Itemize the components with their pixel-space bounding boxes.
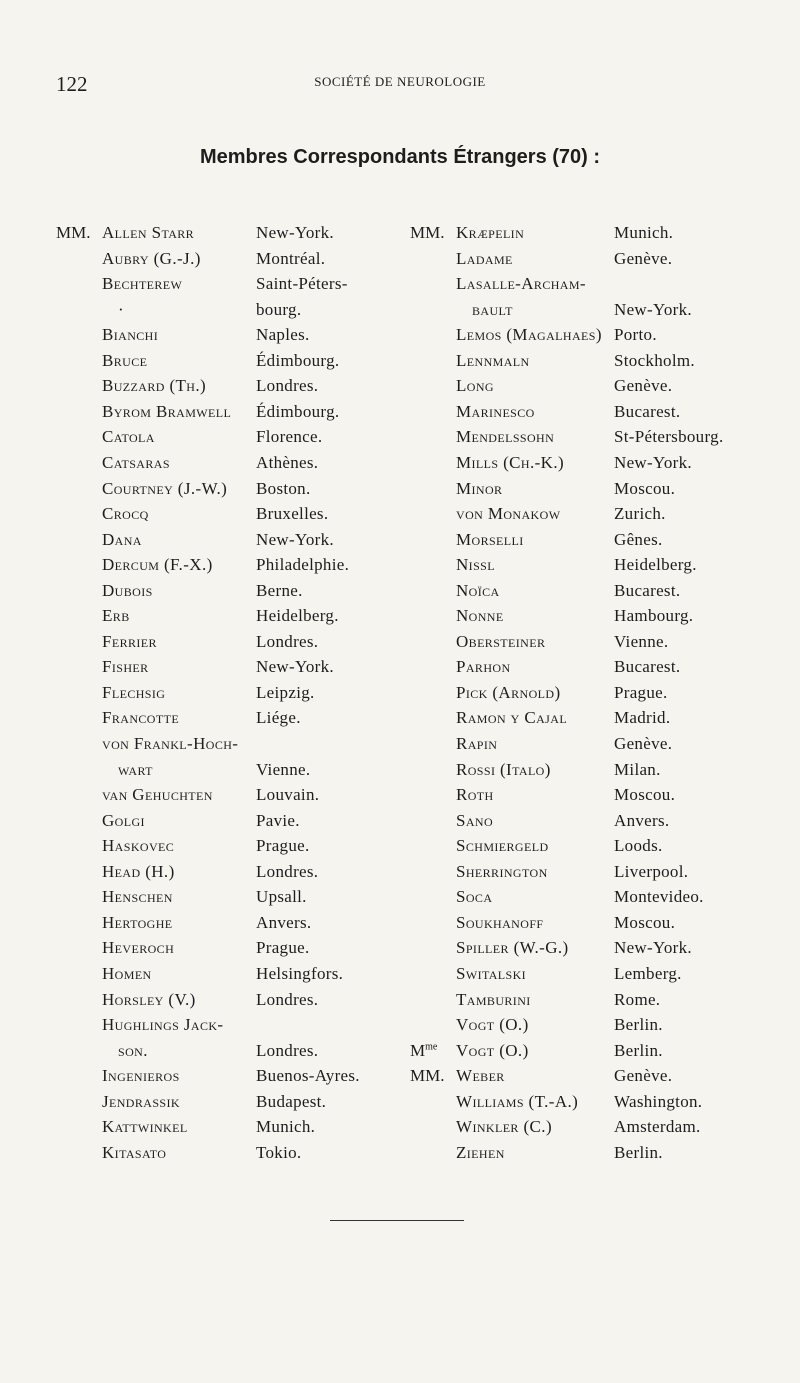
member-entry [0,220,800,246]
member-city: Philadelphie. [256,555,350,575]
member-name: Switalski [456,963,527,983]
member-name: Horsley (V.) [102,989,196,1009]
member-name: Soukhanoff [456,912,544,932]
member-city: Liverpool. [614,861,689,881]
member-city: Vienne. [614,631,669,651]
member-name: wart [118,759,153,779]
member-entry [0,527,800,553]
member-name: Nonne [456,606,504,626]
member-name: Bianchi [102,325,159,345]
member-name: Francotte [102,708,180,728]
member-name: Rossi (Italo) [456,759,551,779]
member-name: Heveroch [102,938,175,958]
member-city: Boston. [256,478,311,498]
member-entry [0,297,800,323]
member-name: Winkler (C.) [456,1117,552,1137]
member-name: Dercum (F.-X.) [102,555,213,575]
member-entry [0,1038,800,1064]
member-name: Homen [102,963,152,983]
member-city: Upsall. [256,887,307,907]
member-entry [0,552,800,578]
member-name: Aubry (G.-J.) [102,248,201,268]
member-name: · [118,299,125,319]
member-city: Moscou. [614,785,676,805]
member-entry [0,910,800,936]
member-city: Édimbourg. [256,401,340,421]
member-entry [0,373,800,399]
member-city: Gênes. [614,529,663,549]
member-name: Rapin [456,734,498,753]
member-name: Mendelssohn [456,427,555,447]
member-city: Vienne. [256,759,311,779]
member-city: Bucarest. [614,657,681,677]
member-name: Allen Starr [102,223,195,242]
page-number: 122 [56,72,88,96]
member-city: Saint-Péters- [256,274,348,294]
member-name: Flechsig [102,682,166,702]
member-name: Bechterew [102,274,183,294]
member-city: Stockholm. [614,350,695,370]
member-name: Byrom Bramwell [102,401,232,421]
member-entry [0,501,800,527]
member-city: Londres. [256,631,319,651]
member-city: Rome. [614,989,661,1009]
member-name: bault [472,299,513,319]
member-city: Tokio. [256,1142,302,1162]
member-name: Head (H.) [102,861,175,881]
member-city: Florence. [256,427,323,447]
member-name: Golgi [102,810,145,830]
member-prefix: MM. [410,1066,445,1086]
member-name: Soca [456,887,493,907]
member-name: Ladame [456,248,513,268]
member-entry [0,399,800,425]
member-prefix: $M^{me}$ [410,1040,438,1060]
member-city: Loods. [614,836,663,856]
member-name: Catsaras [102,452,170,472]
member-name: Kattwinkel [102,1117,188,1137]
member-prefix: MM. [56,223,91,242]
member-city: New-York. [614,299,692,319]
member-entry [0,1114,800,1140]
member-name: Long [456,376,494,396]
member-entry [0,808,800,834]
member-name: Bruce [102,350,148,370]
member-city: Genève. [614,376,673,396]
member-city: Budapest. [256,1091,327,1111]
member-city: Berlin. [614,1142,663,1162]
member-city: Bucarest. [614,580,681,600]
member-name: Minor [456,478,503,498]
member-name: Weber [456,1066,505,1086]
member-name: Dana [102,529,142,549]
member-city: Helsingfors. [256,963,344,983]
member-city: Prague. [614,682,668,702]
member-city: Athènes. [256,452,319,472]
member-city: Louvain. [256,785,320,805]
member-entry [0,1089,800,1115]
member-name: Ramon y Cajal [456,708,568,728]
member-city: Milan. [614,759,661,779]
member-city: Prague. [256,938,310,958]
member-city: Berlin. [614,1040,663,1060]
member-name: Nissl [456,555,495,575]
member-name: Hertoghe [102,912,173,932]
member-entry [0,603,800,629]
member-city: Amsterdam. [614,1117,701,1137]
running-head: SOCIÉTÉ DE NEUROLOGIE [314,74,486,89]
member-city: Londres. [256,376,319,396]
member-name: Lasalle-Archam- [456,274,586,294]
member-entry [0,271,800,297]
member-city: Bruxelles. [256,504,329,524]
member-city: Montréal. [256,248,326,268]
member-entry [0,246,800,272]
member-city: Édimbourg. [256,350,340,370]
member-city: Londres. [256,1040,319,1060]
closing-rule [330,1220,464,1221]
member-prefix-superscript: me [425,1040,438,1052]
member-name: Marinesco [456,401,535,421]
member-name: Tamburini [456,989,531,1009]
member-name: Sano [456,810,494,830]
member-city: Liége. [256,708,301,728]
member-city: Londres. [256,861,319,881]
member-name: Fisher [102,657,149,677]
member-name: Mills (Ch.-K.) [456,452,565,472]
member-entry [0,884,800,910]
member-entry [0,833,800,859]
member-entry [0,348,800,374]
member-city: Heidelberg. [256,606,339,626]
member-city: New-York. [256,657,334,677]
member-name: Ziehen [456,1142,505,1162]
member-name: Morselli [456,529,524,549]
member-name: van Gehuchten [102,785,213,805]
member-name: Vogt (O.) [456,1040,529,1060]
member-name: Courtney (J.-W.) [102,478,228,498]
member-city: Naples. [256,325,310,345]
member-name: Pick (Arnold) [456,682,561,702]
member-name: Ferrier [102,631,157,651]
member-name: Haskovec [102,836,175,856]
member-city: New-York. [256,529,334,549]
member-name: Henschen [102,887,173,907]
member-city: Montevideo. [614,887,704,907]
member-city: Prague. [256,836,310,856]
member-city: Genève. [614,1066,673,1086]
member-entry [0,731,800,757]
section-title: Membres Correspondants Étrangers (70) : [199,146,601,168]
member-entry [0,578,800,604]
member-name: Obersteiner [456,631,546,651]
member-entry [0,961,800,987]
member-entry [0,322,800,348]
member-name: Lennmaln [456,350,530,370]
member-city: Washington. [614,1091,703,1111]
member-city: Londres. [256,989,319,1009]
member-city: bourg. [256,299,302,319]
member-name: Parhon [456,657,511,677]
member-city: Genève. [614,248,673,268]
member-city: New-York. [614,452,692,472]
member-entry [0,476,800,502]
member-city: Pavie. [256,810,300,830]
member-name: Spiller (W.-G.) [456,938,569,958]
member-city: New-York. [256,223,334,242]
member-city: Buenos-Ayres. [256,1066,360,1086]
member-city: Berlin. [614,1015,663,1035]
member-name: Hughlings Jack- [102,1015,224,1035]
member-city: New-York. [614,938,692,958]
member-name: Crocq [102,504,149,524]
member-entry [0,782,800,808]
member-entry [0,859,800,885]
member-entry [0,1012,800,1038]
member-city: Zurich. [614,504,666,524]
member-name: Erb [102,606,130,626]
member-name: Kitasato [102,1142,167,1162]
member-entry [0,1063,800,1089]
member-city: Madrid. [614,708,671,728]
member-city: Lemberg. [614,963,682,983]
member-entry [0,680,800,706]
member-name: Schmiergeld [456,836,549,856]
member-name: Dubois [102,580,153,600]
member-city: Leipzig. [256,682,315,702]
member-city: Porto. [614,325,657,345]
member-city: Moscou. [614,912,676,932]
member-name: Kræpelin [456,223,525,242]
member-entry [0,1140,800,1166]
member-entry [0,935,800,961]
member-city: Anvers. [256,912,312,932]
member-name: Noïca [456,580,500,600]
member-name: Sherrington [456,861,548,881]
member-entry [0,654,800,680]
member-entry [0,450,800,476]
member-prefix: MM. [410,223,445,242]
member-entry [0,705,800,731]
member-city: Moscou. [614,478,676,498]
member-name: von Monakow [456,504,561,524]
member-city: Heidelberg. [614,555,697,575]
member-entry [0,987,800,1013]
member-name: son. [118,1040,148,1060]
member-entry [0,757,800,783]
member-name: Lemos (Magalhaes) [456,325,602,345]
member-name: Vogt (O.) [456,1015,529,1035]
member-city: Anvers. [614,810,670,830]
member-name: Williams (T.-A.) [456,1091,579,1111]
member-city: Hambourg. [614,606,694,626]
member-name: Buzzard (Th.) [102,376,207,396]
member-city: Bucarest. [614,401,681,421]
member-name: Roth [456,785,494,805]
member-entry [0,629,800,655]
member-name: Jendrassik [102,1091,180,1111]
member-entry [0,424,800,450]
member-name: von Frankl-Hoch- [102,734,239,753]
member-city: Munich. [614,223,674,242]
member-city: Berne. [256,580,303,600]
member-name: Ingenieros [102,1066,180,1086]
member-city: Munich. [256,1117,316,1137]
member-city: St-Pétersbourg. [614,427,724,447]
member-name: Catola [102,427,155,447]
member-city: Genève. [614,734,673,753]
